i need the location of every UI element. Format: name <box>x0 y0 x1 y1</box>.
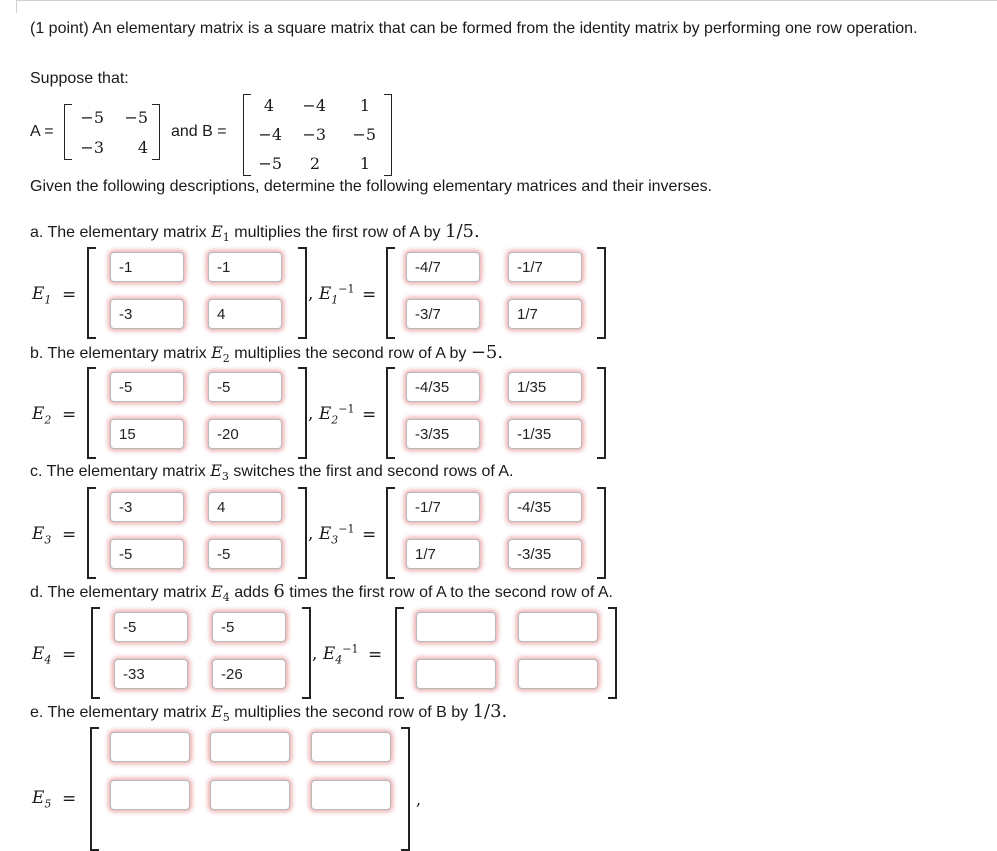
e2-entry-r2c2[interactable] <box>208 419 282 449</box>
e4-left-bracket <box>91 607 100 699</box>
e4-inverse-symbol: , $E_4^{-1}$ <box>312 642 359 667</box>
e2-right-bracket <box>298 367 307 459</box>
matrix-a-right-bracket <box>152 104 160 160</box>
matrix-a-cell: −5 <box>124 108 148 127</box>
matrix-a-cell: −5 <box>80 108 104 127</box>
e4-inverse-entry-r1c1[interactable] <box>416 612 496 642</box>
e5-entry-r1c3[interactable] <box>311 732 391 762</box>
e1-inverse-entry-r1c2[interactable] <box>508 252 582 282</box>
equals-sign: = <box>62 645 77 665</box>
matrix-b-label: and B = <box>171 123 227 140</box>
e3-inverse-symbol: , $E_3^{-1}$ <box>308 522 355 547</box>
matrix-b-cell: 1 <box>359 154 370 173</box>
e3-inverse-entry-r2c2[interactable] <box>508 539 582 569</box>
e1-inverse-entry-r1c1[interactable] <box>406 252 480 282</box>
e2-symbol: $E_2$ <box>32 404 52 427</box>
e4-inverse-left-bracket <box>395 607 404 699</box>
e4-entry-r2c2[interactable] <box>212 659 286 689</box>
e3-inverse-entry-r1c2[interactable] <box>508 492 582 522</box>
e3-symbol: $E_3$ <box>32 524 52 547</box>
comma: , <box>416 790 422 809</box>
matrix-b-right-bracket <box>384 94 392 176</box>
e4-symbol: $E_4$ <box>32 644 52 667</box>
e2-inverse-entry-r2c2[interactable] <box>508 419 582 449</box>
e2-entry-r1c1[interactable] <box>110 372 184 402</box>
e4-entry-r1c2[interactable] <box>212 612 286 642</box>
e3-left-bracket <box>87 487 96 579</box>
e2-inverse-entry-r1c1[interactable] <box>406 372 480 402</box>
e3-right-bracket <box>298 487 307 579</box>
e1-entry-r1c2[interactable] <box>208 252 282 282</box>
e1-inverse-symbol: , $E_1^{-1}$ <box>308 282 355 307</box>
suppose-text: Suppose that: <box>30 70 129 87</box>
e1-inverse-right-bracket <box>597 247 606 339</box>
matrix-a-cell: 4 <box>137 138 148 157</box>
e5-right-bracket <box>401 727 410 851</box>
e1-inverse-left-bracket <box>386 247 395 339</box>
e4-inverse-entry-r2c2[interactable] <box>518 659 598 689</box>
equals-sign: = <box>362 285 377 305</box>
e3-inverse-right-bracket <box>597 487 606 579</box>
part-c-description: c. The elementary matrix $E_3$ switches the first and second rows of A. <box>30 461 514 484</box>
e1-right-bracket <box>298 247 307 339</box>
e2-entry-r2c1[interactable] <box>110 419 184 449</box>
equals-sign: = <box>62 405 77 425</box>
e2-inverse-entry-r2c1[interactable] <box>406 419 480 449</box>
equals-sign: = <box>368 645 383 665</box>
e1-inverse-entry-r2c1[interactable] <box>406 299 480 329</box>
e2-entry-r1c2[interactable] <box>208 372 282 402</box>
e3-entry-r1c2[interactable] <box>208 492 282 522</box>
e5-left-bracket <box>90 727 99 851</box>
e2-inverse-symbol: , $E_2^{-1}$ <box>308 402 355 427</box>
e4-entry-r1c1[interactable] <box>114 612 188 642</box>
e5-entry-r2c1[interactable] <box>110 780 190 810</box>
matrix-b-cell: −5 <box>352 125 376 144</box>
matrix-b-cell: 1 <box>359 96 370 115</box>
intro-text: (1 point) An elementary matrix is a square matrix that can be formed from the identity matrix by performing one row operation. <box>30 20 918 37</box>
e1-entry-r1c1[interactable] <box>110 252 184 282</box>
part-d-description: d. The elementary matrix $E_4$ adds 6 times the first row of A to the second row of A. <box>30 581 613 605</box>
part-a-description: a. The elementary matrix $E_1$ multiplies the first row of A by 1/5. <box>30 221 480 245</box>
problem-frame <box>16 0 997 13</box>
e4-inverse-entry-r1c2[interactable] <box>518 612 598 642</box>
equals-sign: = <box>62 525 77 545</box>
e2-inverse-entry-r1c2[interactable] <box>508 372 582 402</box>
e4-entry-r2c1[interactable] <box>114 659 188 689</box>
e3-entry-r2c2[interactable] <box>208 539 282 569</box>
given-text: Given the following descriptions, determine the following elementary matrices and their inverses. <box>30 178 713 195</box>
e3-inverse-entry-r2c1[interactable] <box>406 539 480 569</box>
e5-symbol: $E_5$ <box>32 788 52 811</box>
equals-sign: = <box>362 525 377 545</box>
matrix-b-cell: −4 <box>258 125 282 144</box>
equals-sign: = <box>362 405 377 425</box>
part-b-description: b. The elementary matrix $E_2$ multiplies the second row of A by −5. <box>30 342 504 366</box>
part-e-description: e. The elementary matrix $E_5$ multiplies the second row of B by 1/3. <box>30 701 508 725</box>
e3-inverse-left-bracket <box>386 487 395 579</box>
e1-entry-r2c2[interactable] <box>208 299 282 329</box>
e3-entry-r2c1[interactable] <box>110 539 184 569</box>
e3-inverse-entry-r1c1[interactable] <box>406 492 480 522</box>
matrix-b-cell: −5 <box>258 154 282 173</box>
equals-sign: = <box>62 789 77 809</box>
e4-inverse-right-bracket <box>608 607 617 699</box>
e2-left-bracket <box>87 367 96 459</box>
e1-inverse-entry-r2c2[interactable] <box>508 299 582 329</box>
matrix-b-cell: −3 <box>302 125 326 144</box>
e5-entry-r2c2[interactable] <box>210 780 290 810</box>
e2-inverse-right-bracket <box>597 367 606 459</box>
e4-right-bracket <box>302 607 311 699</box>
matrix-a-cell: −3 <box>80 138 104 157</box>
e5-entry-r2c3[interactable] <box>311 780 391 810</box>
e4-inverse-entry-r2c1[interactable] <box>416 659 496 689</box>
e1-left-bracket <box>87 247 96 339</box>
e5-entry-r1c1[interactable] <box>110 732 190 762</box>
e5-entry-r1c2[interactable] <box>210 732 290 762</box>
equals-sign: = <box>62 285 77 305</box>
matrix-a-label: A = <box>30 123 54 140</box>
e1-entry-r2c1[interactable] <box>110 299 184 329</box>
e2-inverse-left-bracket <box>386 367 395 459</box>
matrix-b-cell: 2 <box>309 154 320 173</box>
matrix-b-cell: 4 <box>263 96 274 115</box>
matrix-b-cell: −4 <box>302 96 326 115</box>
e3-entry-r1c1[interactable] <box>110 492 184 522</box>
e1-symbol: $E_1$ <box>32 284 52 307</box>
